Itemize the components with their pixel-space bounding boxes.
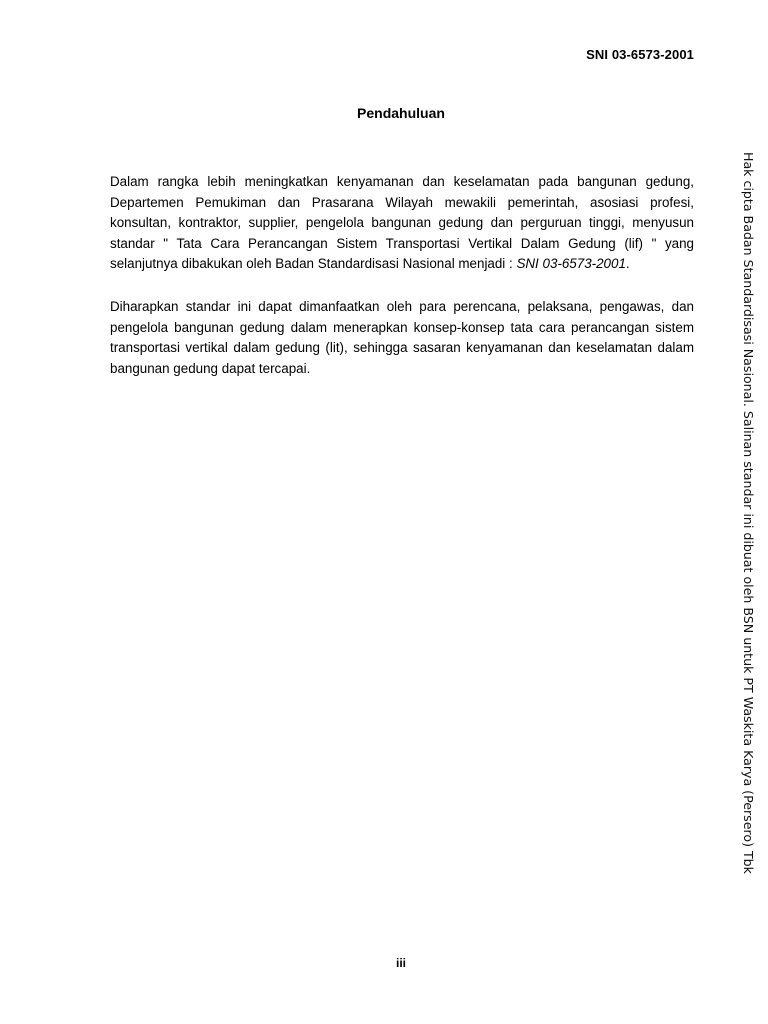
document-code: SNI 03-6573-2001 [586, 47, 694, 62]
section-title: Pendahuluan [357, 105, 445, 121]
paragraph-1-text: Dalam rangka lebih meningkatkan kenyamanan dan keselamatan pada bangunan gedung, Departemen Pemukiman dan Prasarana Wilayah mewakili pemerintah, asosiasi profesi, konsultan, kontraktor, supplier, pengelola bangunan gedung dan perguruan tinggi, menyusun standar " Tata Cara Perancangan Sistem Transportasi Vertikal Dalam Gedung (lif) " yang selanjutnya dibakukan oleh Badan Standardisasi Nasional menjadi : [110, 174, 694, 272]
page-number: iii [395, 956, 406, 970]
copyright-side-note: Hak cipta Badan Standardisasi Nasional. Salinan standar ini dibuat oleh BSN untuk PT Waskita Karya (Persero) Tbk [741, 152, 756, 874]
paragraph-1 [110, 172, 694, 275]
paragraph-1-end: . [625, 256, 630, 272]
paragraph-2: Diharapkan standar ini dapat dimanfaatkan oleh para perencana, pelaksana, pengawas, dan pengelola bangunan gedung dalam menerapkan konsep-konsep tata cara perancangan sistem transportasi vertikal dalam gedung (lit), sehingga sasaran kenyamanan dan keselamatan dalam bangunan gedung dapat tercapai. [110, 299, 694, 376]
standard-code-reference: SNI 03-6573-2001 [516, 256, 626, 272]
